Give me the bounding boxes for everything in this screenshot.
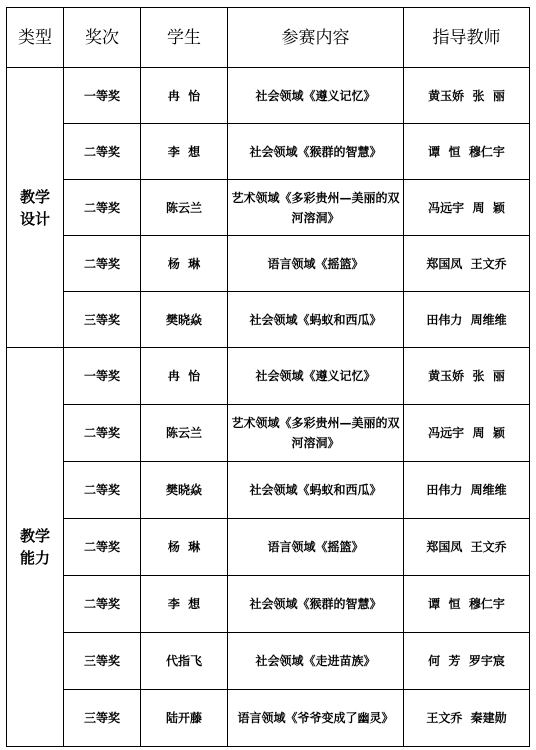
award-cell: 二等奖: [64, 462, 141, 519]
award-cell: 一等奖: [64, 348, 141, 405]
teachers-cell: 王文乔 秦建勋: [404, 690, 530, 747]
category-cell: 教学 能力: [7, 348, 64, 747]
award-cell: 一等奖: [64, 68, 141, 124]
award-cell: 三等奖: [64, 292, 141, 348]
content-cell: 社会领域《走进苗族》: [228, 633, 404, 690]
teachers-cell: 田伟力 周维维: [404, 462, 530, 519]
content-cell: 语言领域《爷爷变成了幽灵》: [228, 690, 404, 747]
table-row: [7, 633, 530, 690]
teachers-cell: 何 芳 罗宇宸: [404, 633, 530, 690]
table-row: [7, 124, 530, 180]
table-row: [7, 348, 530, 405]
content-cell: 社会领域《遵义记忆》: [228, 68, 404, 124]
table-row: [7, 68, 530, 124]
student-cell: 代指飞: [141, 633, 228, 690]
content-cell: 社会领域《猴群的智慧》: [228, 124, 404, 180]
award-cell: 三等奖: [64, 633, 141, 690]
table-row: [7, 519, 530, 576]
teachers-cell: 郑国凤 王文乔: [404, 236, 530, 292]
header-content: 参赛内容: [228, 8, 404, 68]
header-award: 奖次: [64, 8, 141, 68]
award-cell: 二等奖: [64, 405, 141, 462]
table-row: [7, 462, 530, 519]
teachers-cell: 冯远宇 周 颖: [404, 405, 530, 462]
table-body: [7, 68, 530, 747]
award-cell: 二等奖: [64, 124, 141, 180]
content-cell: 语言领域《摇篮》: [228, 236, 404, 292]
teachers-cell: 黄玉娇 张 丽: [404, 68, 530, 124]
teachers-cell: 黄玉娇 张 丽: [404, 348, 530, 405]
teachers-cell: 冯远宇 周 颖: [404, 180, 530, 236]
content-cell: 艺术领域《多彩贵州—美丽的双河溶洞》: [228, 405, 404, 462]
header-row: [7, 8, 530, 68]
teachers-cell: 谭 恒 穆仁宇: [404, 576, 530, 633]
student-cell: 冉 怡: [141, 68, 228, 124]
award-cell: 二等奖: [64, 236, 141, 292]
student-cell: 陆开藤: [141, 690, 228, 747]
awards-table: [6, 7, 530, 747]
student-cell: 樊晓焱: [141, 462, 228, 519]
student-cell: 李 想: [141, 576, 228, 633]
content-cell: 艺术领域《多彩贵州—美丽的双河溶洞》: [228, 180, 404, 236]
header-student: 学生: [141, 8, 228, 68]
award-cell: 二等奖: [64, 576, 141, 633]
award-cell: 二等奖: [64, 180, 141, 236]
award-cell: 二等奖: [64, 519, 141, 576]
header-type: 类型: [7, 8, 64, 68]
category-cell: 教学 设计: [7, 68, 64, 348]
table-row: [7, 405, 530, 462]
table-row: [7, 236, 530, 292]
student-cell: 杨 琳: [141, 519, 228, 576]
table-row: [7, 576, 530, 633]
student-cell: 杨 琳: [141, 236, 228, 292]
content-cell: 社会领域《猴群的智慧》: [228, 576, 404, 633]
content-cell: 社会领域《蚂蚁和西瓜》: [228, 292, 404, 348]
student-cell: 陈云兰: [141, 180, 228, 236]
teachers-cell: 谭 恒 穆仁宇: [404, 124, 530, 180]
content-cell: 语言领域《摇篮》: [228, 519, 404, 576]
award-cell: 三等奖: [64, 690, 141, 747]
student-cell: 冉 怡: [141, 348, 228, 405]
content-cell: 社会领域《蚂蚁和西瓜》: [228, 462, 404, 519]
content-cell: 社会领域《遵义记忆》: [228, 348, 404, 405]
student-cell: 樊晓焱: [141, 292, 228, 348]
student-cell: 陈云兰: [141, 405, 228, 462]
header-teachers: 指导教师: [404, 8, 530, 68]
teachers-cell: 田伟力 周维维: [404, 292, 530, 348]
student-cell: 李 想: [141, 124, 228, 180]
table-row: [7, 292, 530, 348]
teachers-cell: 郑国凤 王文乔: [404, 519, 530, 576]
table-row: [7, 180, 530, 236]
table-row: [7, 690, 530, 747]
